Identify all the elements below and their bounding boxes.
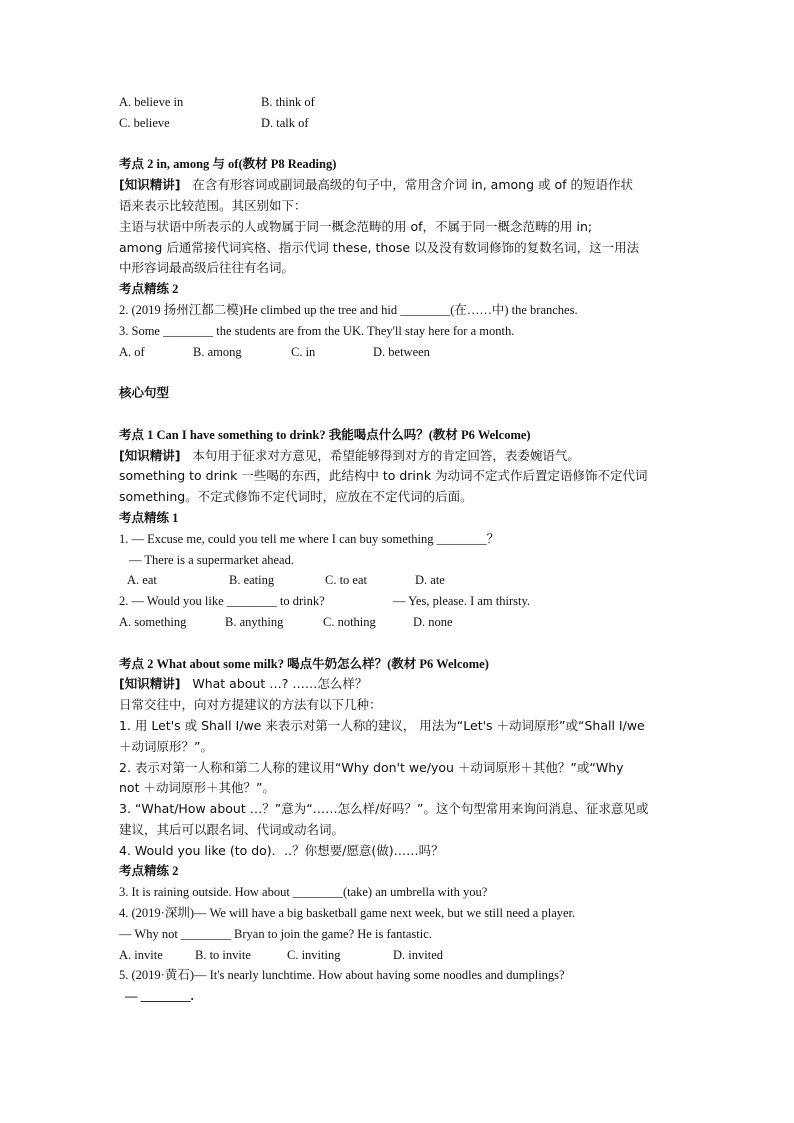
option-d: D. between — [373, 344, 430, 359]
section-heading: 考点 2 in, among 与 of(教材 P8 Reading) — [119, 157, 337, 172]
practice-heading: 考点精练 2 — [119, 864, 179, 879]
option-d: D. ate — [415, 573, 445, 588]
paragraph-text: 4. Would you like (to do)．..？你想要/愿意(做)……吗？ — [119, 842, 444, 858]
option-c: C. to eat — [325, 573, 368, 588]
option-b: B. think of — [261, 95, 315, 109]
option-a: A. something — [119, 614, 187, 629]
option-a: A. of — [119, 344, 145, 359]
section-heading: 考点 1 Can I have something to drink? 我能喝点什么吗？(教材 P6 Welcome) — [119, 427, 531, 442]
paragraph-text: What about …? ……怎么样？ — [192, 676, 368, 692]
option-c: C. nothing — [323, 614, 376, 629]
paragraph-text: 3. “What/How about …？”意为“……怎么样/好吗？”。这个句型常用来询问消息、征求意见或 — [119, 801, 649, 817]
paragraph-text: 2. 表示对第一人称和第二人称的建议用“Why don't we/you ＋动词原形＋其他？”或“Why — [119, 759, 624, 775]
options-row — [119, 945, 679, 966]
paragraph-text: 语来表示比较范围。其区别如下： — [119, 197, 307, 213]
tag-label: [知识精讲] — [119, 177, 181, 193]
paragraph-text: 建议，其后可以跟名词、代词或动名词。 — [119, 821, 345, 837]
option-b: B. anything — [225, 614, 284, 629]
options-row — [119, 113, 679, 134]
option-b: B. to invite — [195, 947, 251, 962]
paragraph-text: something。不定式修饰不定代词时，应放在不定代词的后面。 — [119, 489, 473, 505]
section-heading: 考点 2 What about some milk? 喝点牛奶怎么样？(教材 P6 Welcome) — [119, 656, 489, 671]
paragraph-text: 本句用于征求对方意见，希望能够得到对方的肯定回答，表委婉语气。 — [192, 447, 580, 463]
paragraph-text: not ＋动词原形＋其他？”。 — [119, 780, 275, 796]
option-a: A. believe in — [119, 95, 184, 109]
question-reply: — ________. — [125, 989, 194, 1004]
tag-label: [知识精讲] — [119, 447, 181, 463]
question: 3. It is raining outside. How about ________(take) an umbrella with you? — [119, 885, 488, 900]
paragraph-text: 在含有形容词或副词最高级的句子中，常用含介词 in, among 或 of 的短语作状 — [192, 177, 633, 193]
question-reply: — There is a supermarket ahead. — [129, 552, 294, 567]
option-c: C. in — [291, 344, 316, 359]
options-row — [119, 92, 679, 113]
options-row — [119, 612, 679, 633]
option-d: D. none — [413, 614, 453, 629]
option-b: B. among — [193, 344, 242, 359]
question: 3. Some ________ the students are from the UK. They'll stay here for a month. — [119, 323, 515, 338]
tag-label: [知识精讲] — [119, 676, 181, 692]
paragraph-text: among 后通常接代词宾格、指示代词 these, those 以及没有数词修饰的复数名词，这一用法 — [119, 239, 640, 255]
practice-heading: 考点精练 1 — [119, 510, 179, 525]
option-d: D. invited — [393, 947, 443, 962]
practice-heading: 考点精练 2 — [119, 282, 179, 297]
options-row — [119, 570, 679, 591]
paragraph-text: 1. 用 Let's 或 Shall I/we 来表示对第一人称的建议， 用法为“Let's ＋动词原形”或“Shall I/we — [119, 717, 645, 733]
option-b: B. eating — [229, 573, 275, 588]
question: 4. (2019·深圳)— We will have a big basketball game next week, but we still need a player. — [119, 906, 576, 921]
option-a: A. eat — [127, 573, 157, 588]
document-page — [119, 92, 679, 1007]
question: 5. (2019·黄石)— It's nearly lunchtime. How about having some noodles and dumplings? — [119, 968, 565, 983]
question: 2. (2019 扬州江都二模)He climbed up the tree and hid ________(在……中) the branches. — [119, 302, 578, 317]
option-d: D. talk of — [261, 115, 309, 130]
question: 1. — Excuse me, could you tell me where I can buy something ________？ — [119, 531, 500, 546]
paragraph-text: ＋动词原形？”。 — [119, 738, 213, 754]
option-c: C. believe — [119, 115, 170, 130]
paragraph-text: 中形容词最高级后往往有名词。 — [119, 260, 295, 276]
options-row — [119, 342, 679, 363]
option-c: C. inviting — [287, 947, 341, 962]
question: 2. — Would you like ________ to drink? — [119, 594, 325, 609]
paragraph-text: something to drink 一些喝的东西，此结构中 to drink 为动词不定式作后置定语修饰不定代词 — [119, 468, 648, 484]
question-reply: — Yes, please. I am thirsty. — [393, 594, 531, 609]
option-a: A. invite — [119, 947, 163, 962]
paragraph-text: 日常交往中，向对方提建议的方法有以下几种： — [119, 697, 382, 713]
paragraph-text: 主语与状语中所表示的人或物属于同一概念范畴的用 of，不属于同一概念范畴的用 in; — [119, 218, 593, 234]
section-title: 核心句型 — [119, 385, 170, 401]
question-reply: — Why not ________ Bryan to join the game? He is fantastic. — [119, 926, 432, 941]
